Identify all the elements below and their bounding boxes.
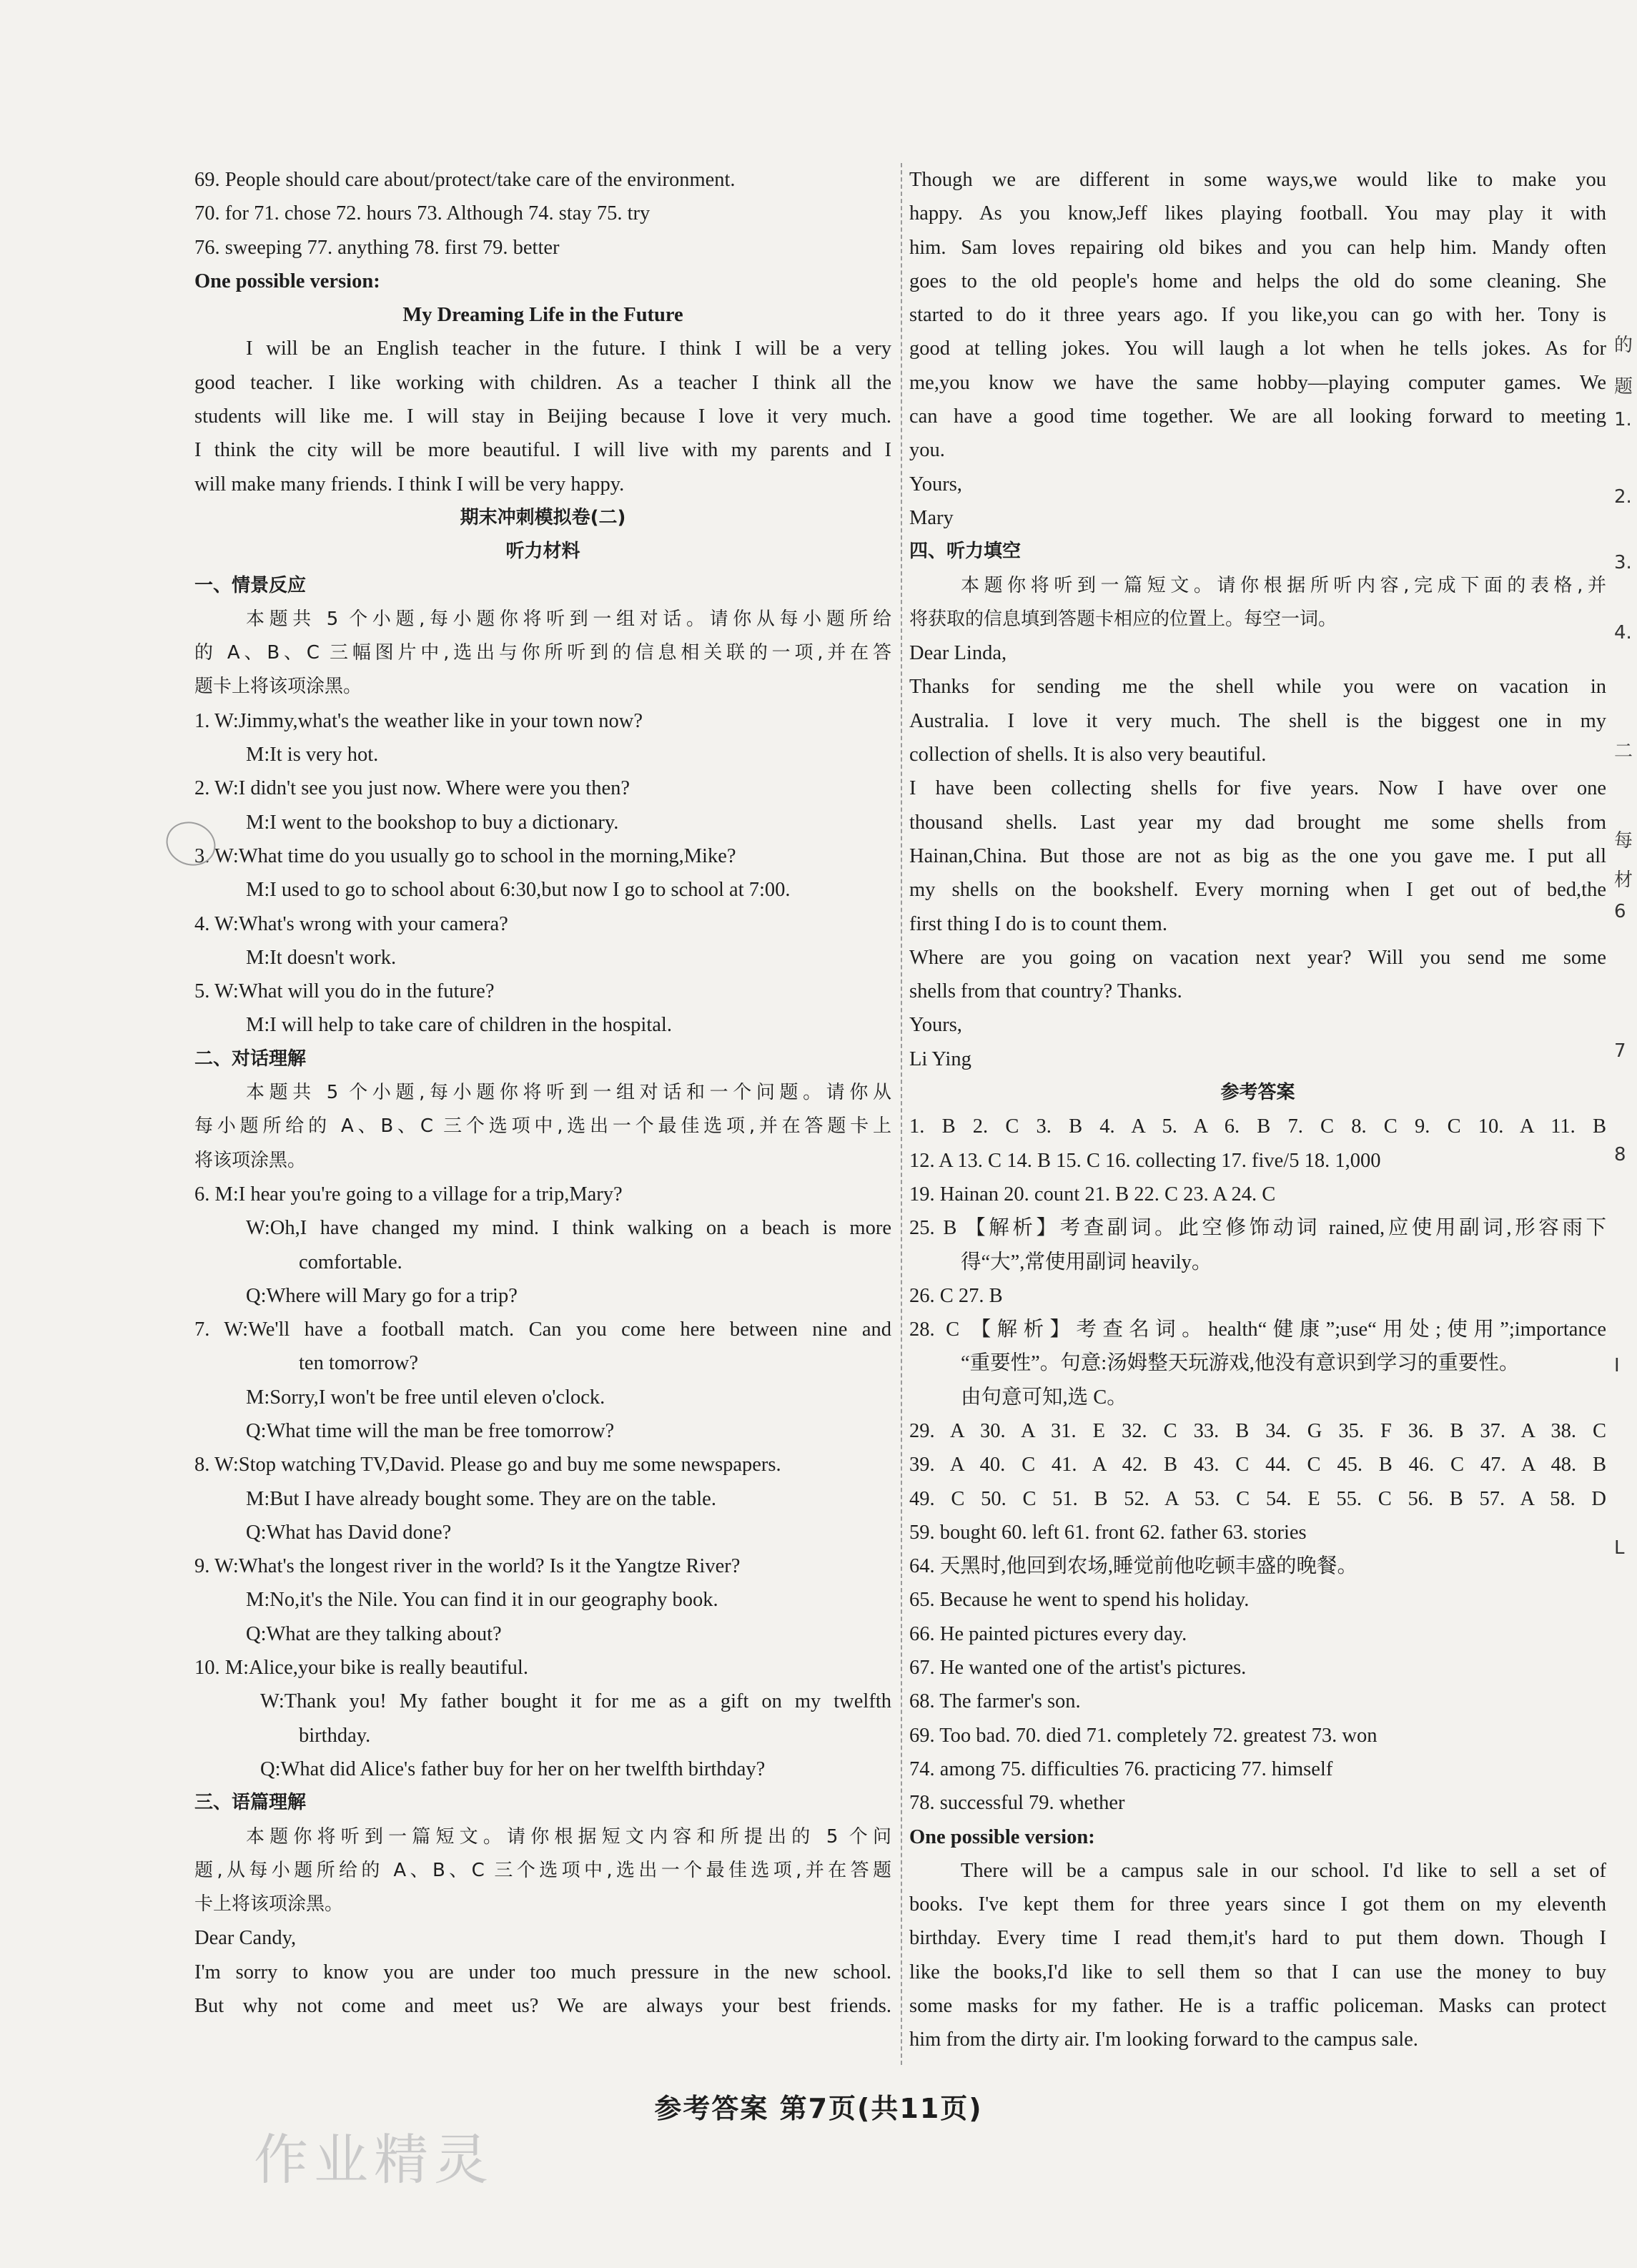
- left-line: But why not come and meet us? We are always your best friends.: [194, 1995, 891, 2018]
- left-line: Q:Where will Mary go for a trip?: [246, 1284, 518, 1307]
- left-line: 1. W:Jimmy,what's the weather like in your town now?: [194, 709, 643, 732]
- left-line: Q:What has David done?: [246, 1521, 452, 1544]
- right-line: like the books,I'd like to sell them so that I can use the money to buy: [909, 1961, 1606, 1983]
- edge-fragment: 4.: [1614, 622, 1632, 644]
- right-line: Dear Linda,: [909, 642, 1007, 665]
- left-line: Q:What did Alice's father buy for her on her twelfth birthday?: [260, 1757, 766, 1780]
- left-line: Q:What time will the man be free tomorrow?: [246, 1419, 615, 1442]
- right-line: Thanks for sending me the shell while you were on vacation in: [909, 676, 1606, 699]
- right-line: 25. B 【解析】考查副词。此空修饰动词 rained,应使用副词,形容雨下: [909, 1217, 1606, 1240]
- right-line: 由句意可知,选 C。: [961, 1386, 1127, 1409]
- right-line: him. Sam loves repairing old bikes and you can help him. Mandy often: [909, 236, 1606, 259]
- edge-fragment: 每: [1614, 830, 1633, 852]
- right-line: 49. C 50. C 51. B 52. A 53. C 54. E 55. C 56. B 57. A 58. D: [909, 1487, 1606, 1510]
- left-line: 70. for 71. chose 72. hours 73. Although 74. stay 75. try: [194, 202, 651, 225]
- right-line: 68. The farmer's son.: [909, 1690, 1081, 1713]
- left-line: 三、语篇理解: [194, 1792, 307, 1814]
- left-line: M:I will help to take care of children in the hospital.: [246, 1014, 672, 1037]
- right-line: 67. He wanted one of the artist's pictures.: [909, 1657, 1247, 1680]
- right-line: 66. He painted pictures every day.: [909, 1622, 1187, 1645]
- left-line: 本题共 5 个小题,每小题你将听到一组对话和一个问题。请你从: [246, 1082, 891, 1104]
- edge-fragment: 二: [1614, 741, 1633, 762]
- right-line: Hainan,China. But those are not as big as the one you gave me. I put all: [909, 844, 1606, 867]
- left-line: 听力材料: [505, 541, 580, 563]
- page-footer: 参考答案 第7页(共11页): [654, 2093, 983, 2124]
- right-line: thousand shells. Last year my dad brought me some shells from: [909, 811, 1606, 834]
- left-line: will make many friends. I think I will be very happy.: [194, 473, 625, 495]
- right-line: Mary: [909, 506, 954, 529]
- right-line: Though we are different in some ways,we would like to make you: [909, 169, 1606, 191]
- left-line: One possible version:: [194, 270, 380, 292]
- right-line: 39. A 40. C 41. A 42. B 43. C 44. C 45. B 46. C 47. A 48. B: [909, 1454, 1606, 1476]
- left-line: 一、情景反应: [194, 574, 307, 596]
- right-line: me,you know we have the same hobby—playing computer games. We: [909, 371, 1606, 394]
- right-line: Where are you going on vacation next year? Will you send me some: [909, 946, 1606, 969]
- left-line: I'm sorry to know you are under too much pressure in the new school.: [194, 1961, 891, 1983]
- left-line: 76. sweeping 77. anything 78. first 79. better: [194, 236, 560, 259]
- right-line: collection of shells. It is also very beautiful.: [909, 744, 1267, 766]
- left-line: My Dreaming Life in the Future: [402, 304, 683, 327]
- right-line: my shells on the bookshelf. Every morning when I get out of bed,the: [909, 879, 1606, 902]
- right-line: 59. bought 60. left 61. front 62. father 63. stories: [909, 1521, 1307, 1544]
- left-line: 6. M:I hear you're going to a village for a trip,Mary?: [194, 1183, 623, 1206]
- left-line: M:Sorry,I won't be free until eleven o'clock.: [246, 1386, 605, 1409]
- left-line: 8. W:Stop watching TV,David. Please go and buy me some newspapers.: [194, 1454, 781, 1476]
- edge-fragment: 的: [1614, 335, 1633, 356]
- left-line: W:Thank you! My father bought it for me as a gift on my twelfth: [260, 1690, 891, 1713]
- right-line: Yours,: [909, 473, 962, 495]
- left-line: birthday.: [299, 1724, 371, 1747]
- left-line: 2. W:I didn't see you just now. Where were you then?: [194, 777, 630, 800]
- right-line: “重要性”。句意:汤姆整天玩游戏,他没有意识到学习的重要性。: [961, 1352, 1520, 1375]
- right-line: first thing I do is to count them.: [909, 912, 1167, 935]
- right-line: 28. C 【解析】考查名词。health“健康”;use“用处;使用”;importance: [909, 1318, 1606, 1341]
- left-line: Dear Candy,: [194, 1927, 297, 1950]
- left-line: 卡上将该项涂黑。: [194, 1893, 344, 1916]
- edge-fragment: 2.: [1614, 486, 1632, 508]
- edge-fragment: 8: [1614, 1144, 1626, 1165]
- left-line: 69. People should care about/protect/take care of the environment.: [194, 169, 736, 191]
- right-line: 四、听力填空: [909, 541, 1022, 563]
- right-line: One possible version:: [909, 1825, 1095, 1848]
- left-line: 题,从每小题所给的 A、B、C 三个选项中,选出一个最佳选项,并在答题: [194, 1859, 891, 1881]
- left-line: 5. W:What will you do in the future?: [194, 980, 495, 1003]
- right-line: I have been collecting shells for five years. Now I have over one: [909, 777, 1606, 800]
- left-line: 9. W:What's the longest river in the world? Is it the Yangtze River?: [194, 1555, 741, 1578]
- edge-fragment: 7: [1614, 1040, 1626, 1062]
- right-line: you.: [909, 439, 945, 462]
- right-line: good at telling jokes. You will laugh a lot when he tells jokes. As for: [909, 337, 1606, 360]
- left-line: I will be an English teacher in the future. I think I will be a very: [246, 337, 891, 360]
- left-line: M:It is very hot.: [246, 744, 379, 766]
- right-line: books. I've kept them for three years since I got them on my eleventh: [909, 1893, 1606, 1916]
- left-line: M:It doesn't work.: [246, 946, 397, 969]
- right-line: happy. As you know,Jeff likes playing football. You may play it with: [909, 202, 1606, 225]
- left-line: 7. W:We'll have a football match. Can you come here between nine and: [194, 1318, 891, 1341]
- right-line: can have a good time together. We are all looking forward to meeting: [909, 405, 1606, 428]
- right-line: 本题你将听到一篇短文。请你根据所听内容,完成下面的表格,并: [961, 574, 1606, 596]
- left-line: good teacher. I like working with children. As a teacher I think all the: [194, 371, 891, 394]
- watermark: 作业精灵: [254, 2128, 494, 2191]
- right-line: 26. C 27. B: [909, 1284, 1003, 1307]
- left-line: M:But I have already bought some. They are on the table.: [246, 1487, 716, 1510]
- right-line: 29. A 30. A 31. E 32. C 33. B 34. G 35. F 36. B 37. A 38. C: [909, 1419, 1606, 1442]
- left-line: 本题你将听到一篇短文。请你根据短文内容和所提出的 5 个问: [246, 1825, 891, 1848]
- right-line: 参考答案: [1220, 1082, 1295, 1104]
- right-line: Li Ying: [909, 1047, 971, 1070]
- right-line: There will be a campus sale in our school. I'd like to sell a set of: [961, 1859, 1606, 1882]
- right-line: birthday. Every time I read them,it's hard to put them down. Though I: [909, 1927, 1606, 1950]
- left-line: Q:What are they talking about?: [246, 1622, 502, 1645]
- right-line: 将获取的信息填到答题卡相应的位置上。每空一词。: [909, 608, 1337, 630]
- left-line: ten tomorrow?: [299, 1352, 418, 1375]
- right-line: 19. Hainan 20. count 21. B 22. C 23. A 24. C: [909, 1183, 1276, 1206]
- left-line: 的 A、B、C 三幅图片中,选出与你所听到的信息相关联的一项,并在答: [194, 642, 891, 664]
- left-line: 本题共 5 个小题,每小题你将听到一组对话。请你从每小题所给: [246, 608, 891, 630]
- left-line: 每小题所给的 A、B、C 三个选项中,选出一个最佳选项,并在答题卡上: [194, 1115, 891, 1138]
- right-line: 74. among 75. difficulties 76. practicing 77. himself: [909, 1757, 1333, 1780]
- left-column: [194, 163, 891, 2023]
- left-line: I think the city will be more beautiful. I will live with my parents and I: [194, 439, 891, 462]
- edge-fragment: 6: [1614, 901, 1626, 922]
- right-column: [909, 163, 1606, 2057]
- right-line: 1. B 2. C 3. B 4. A 5. A 6. B 7. C 8. C 9. C 10. A 11. B: [909, 1115, 1606, 1138]
- right-line: shells from that country? Thanks.: [909, 980, 1182, 1003]
- left-line: 二、对话理解: [194, 1047, 307, 1070]
- right-line: 64. 天黑时,他回到农场,睡觉前他吃顿丰盛的晚餐。: [909, 1555, 1358, 1578]
- right-line: Australia. I love it very much. The shell is the biggest one in my: [909, 709, 1606, 732]
- edge-fragment: I: [1614, 1355, 1620, 1376]
- left-line: 将该项涂黑。: [194, 1149, 307, 1171]
- left-line: 题卡上将该项涂黑。: [194, 676, 362, 698]
- right-line: some masks for my father. He is a traffic policeman. Masks can protect: [909, 1995, 1606, 2018]
- edge-fragment: 材: [1614, 869, 1633, 891]
- left-line: 3. W:What time do you usually go to school in the morning,Mike?: [194, 844, 736, 867]
- right-line: goes to the old people's home and helps the old do some cleaning. She: [909, 270, 1606, 292]
- right-line: him from the dirty air. I'm looking forward to the campus sale.: [909, 2028, 1418, 2051]
- edge-fragment: 1.: [1614, 409, 1632, 430]
- left-line: M:No,it's the Nile. You can find it in our geography book.: [246, 1589, 718, 1612]
- edge-fragment: L: [1614, 1537, 1625, 1559]
- left-line: comfortable.: [299, 1251, 402, 1273]
- left-line: M:I went to the bookshop to buy a dictionary.: [246, 811, 619, 834]
- right-line: 得“大”,常使用副词 heavily。: [961, 1251, 1212, 1273]
- column-divider: [901, 163, 902, 2065]
- left-line: students will like me. I will stay in Beijing because I love it very much.: [194, 405, 891, 428]
- left-line: M:I used to go to school about 6:30,but now I go to school at 7:00.: [246, 879, 791, 902]
- right-line: 78. successful 79. whether: [909, 1792, 1125, 1815]
- right-line: started to do it three years ago. If you like,you can go with her. Tony is: [909, 304, 1606, 327]
- right-line: Yours,: [909, 1014, 962, 1037]
- right-line: 65. Because he went to spend his holiday.: [909, 1589, 1250, 1612]
- left-line: 10. M:Alice,your bike is really beautiful.: [194, 1657, 528, 1680]
- edge-fragment: 3.: [1614, 552, 1632, 573]
- left-line: 4. W:What's wrong with your camera?: [194, 912, 508, 935]
- right-line: 12. A 13. C 14. B 15. C 16. collecting 17. five/5 18. 1,000: [909, 1149, 1381, 1172]
- left-line: 期末冲刺模拟卷(二): [460, 506, 626, 528]
- edge-fragment: 题: [1614, 376, 1633, 398]
- left-line: W:Oh,I have changed my mind. I think walking on a beach is more: [246, 1217, 891, 1240]
- right-line: 69. Too bad. 70. died 71. completely 72. greatest 73. won: [909, 1724, 1378, 1747]
